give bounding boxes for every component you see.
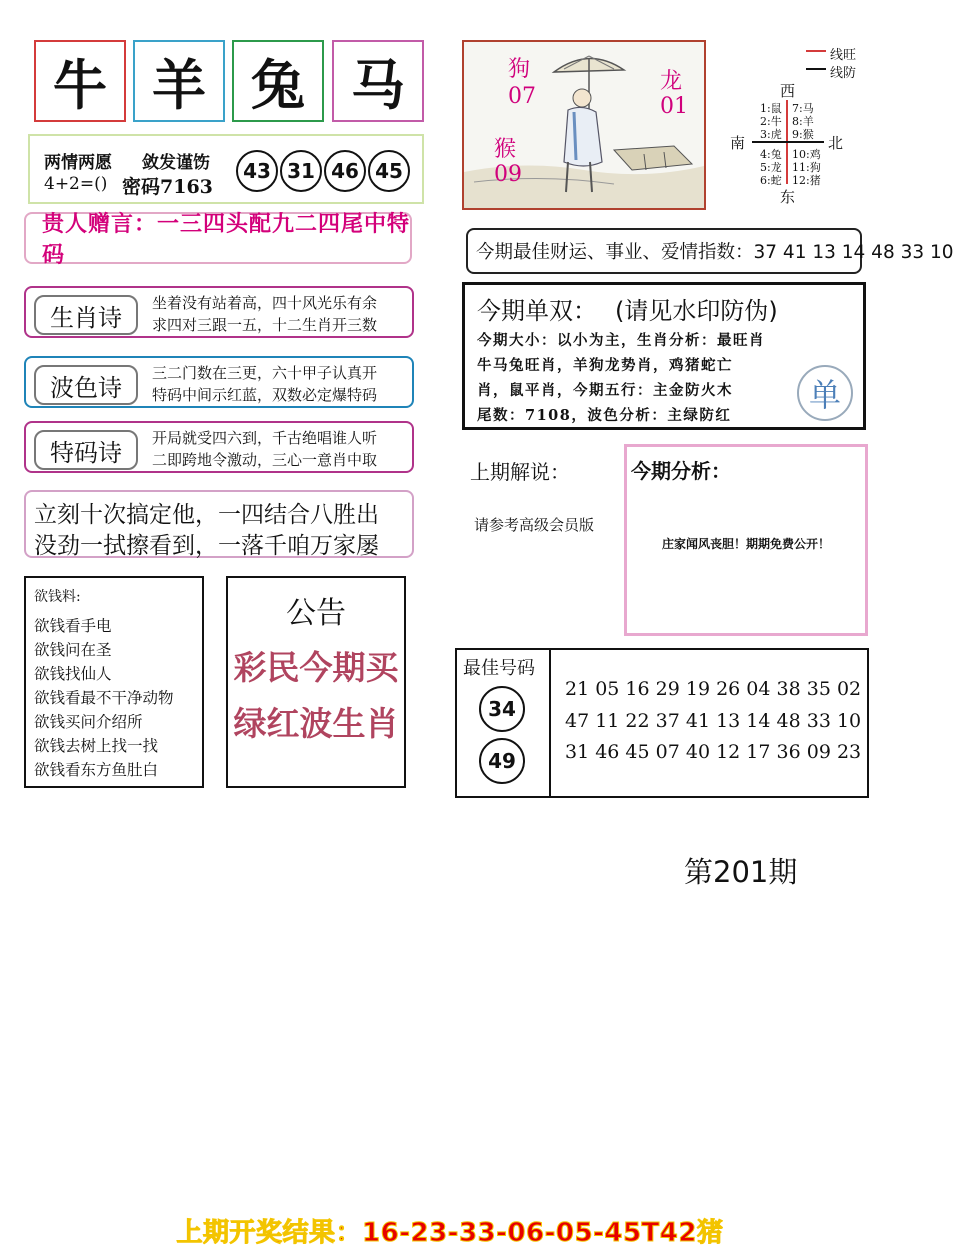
money-line: 欲钱买问介绍所 (34, 713, 143, 731)
notice-line: 绿红波生肖 (233, 704, 399, 743)
zodiac-box-3: 兔 (232, 40, 324, 122)
single-line: 今期大小：以小为主，生肖分析：最旺肖 (477, 332, 765, 349)
compass-item: 11:狗 (792, 161, 821, 174)
label-monkey: 猴 (494, 137, 517, 162)
zodiac-box-2: 羊 (133, 40, 225, 122)
best-numbers-side (457, 650, 551, 796)
info-phrase-1: 两情两愿 (44, 153, 112, 173)
zodiac-box-4: 马 (332, 40, 424, 122)
compass-item: 1:鼠 (760, 102, 782, 115)
single-line: 肖，鼠平肖，今期五行：主金防火木 (477, 382, 733, 399)
best-number-circle: 34 (479, 686, 525, 732)
info-number-circle: 43 (236, 150, 278, 192)
poem-line: 特码中间示红蓝，双数必定爆特码 (152, 386, 378, 404)
notice-box (226, 576, 406, 788)
single-title: 今期单双： (477, 297, 597, 325)
money-line: 欲钱找仙人 (34, 665, 112, 683)
label-dragon: 龙 (660, 69, 683, 94)
last-result: 上期开奖结果：16-23-33-06-05-45T42猪 (176, 1218, 724, 1248)
money-line: 欲钱问在圣 (34, 641, 112, 659)
single-line: 尾数：7108，波色分析：主绿防红 (477, 407, 732, 424)
info-box (28, 134, 424, 204)
compass-east: 东 (780, 188, 796, 206)
best-numbers-row: 47 11 22 37 41 13 14 48 33 10 (565, 710, 862, 732)
compass-item: 2:牛 (760, 115, 782, 128)
compass-south: 南 (730, 134, 746, 152)
label-dog-number: 07 (508, 84, 536, 109)
analysis-title: 今期分析： (631, 459, 731, 483)
money-line: 欲钱看最不干净动物 (34, 689, 174, 707)
single-line: 牛马兔旺肖，羊狗龙势肖，鸡猪蛇亡 (477, 357, 733, 374)
single-stamp: 单 (797, 365, 853, 421)
zodiac-box-1: 牛 (34, 40, 126, 122)
verse-line: 没劲一拭擦看到，一落千咱万家屡 (34, 533, 379, 559)
label-dog: 狗 (508, 57, 531, 82)
compass-item: 4:兔 (760, 148, 782, 161)
compass-item: 10:鸡 (792, 148, 821, 161)
poem-tag: 波色诗 (34, 365, 138, 405)
compass-item: 12:猪 (792, 174, 821, 187)
poem-line: 二即跨地令激动，三心一意肖中取 (152, 451, 378, 469)
info-number-circle: 45 (368, 150, 410, 192)
compass-west: 西 (780, 82, 796, 100)
best-numbers-title: 最佳号码 (463, 658, 535, 679)
legend-red-line (806, 50, 826, 52)
poem-line: 开局就受四六到，千古绝唱谁人听 (152, 429, 378, 447)
legend-label: 线旺 (830, 48, 857, 63)
compass-item: 3:虎 (760, 128, 782, 141)
verse-box (24, 490, 414, 558)
poem-line: 三二门数在三更，六十甲子认真开 (152, 364, 378, 382)
compass-item: 5:龙 (760, 161, 782, 174)
best-numbers-row: 21 05 16 29 19 26 04 38 35 02 (565, 678, 862, 700)
compass-north: 北 (828, 134, 844, 152)
info-number-circle: 31 (280, 150, 322, 192)
money-box (24, 576, 204, 788)
poem-tag: 生肖诗 (34, 295, 138, 335)
notice-line: 彩民今期买 (233, 648, 399, 687)
poem-wave (24, 356, 414, 408)
best-number-circle: 49 (479, 738, 525, 784)
issue-number: 第201期 (684, 855, 798, 889)
illustration-box (462, 40, 706, 210)
verse-line: 立刻十次搞定他，一四结合八胜出 (34, 502, 379, 528)
info-phrase-2: 敛发谨饬 (142, 153, 210, 173)
watermark-note: (请见水印防伪) (615, 297, 778, 325)
gift-banner: 贵人赠言：一三四头配九二四尾中特码 (24, 212, 412, 264)
compass-item: 8:羊 (792, 115, 814, 128)
lucky-index: 今期最佳财运、事业、爱情指数：37 41 13 14 48 33 10 (466, 228, 862, 274)
poem-zodiac (24, 286, 414, 338)
legend-label: 线防 (830, 66, 857, 81)
poem-line: 求四对三跟一五，十二生肖开三数 (152, 316, 378, 334)
info-password: 密码7163 (122, 176, 213, 198)
poem-tag: 特码诗 (34, 430, 138, 470)
info-number-circle: 46 (324, 150, 366, 192)
notice-title: 公告 (286, 596, 346, 631)
money-line: 欲钱看东方鱼肚白 (34, 761, 159, 779)
analysis-box (624, 444, 868, 636)
compass-item: 7:马 (792, 102, 814, 115)
last-explain-label: 上期解说： (470, 460, 570, 484)
info-formula: 4+2=() (44, 174, 108, 194)
label-monkey-number: 09 (494, 162, 522, 187)
money-title: 欲钱料: (34, 589, 81, 605)
poem-special (24, 421, 414, 473)
label-dragon-number: 01 (660, 94, 688, 119)
best-numbers-box (455, 648, 869, 798)
compass-item: 6:蛇 (760, 174, 782, 187)
poem-line: 坐着没有站着高，四十风光乐有余 (152, 294, 378, 312)
compass-item: 9:猴 (792, 128, 814, 141)
best-numbers-row: 31 46 45 07 40 12 17 36 09 23 (565, 741, 862, 763)
compass-diagram (720, 40, 890, 210)
refer-note: 请参考高级会员版 (474, 516, 595, 534)
analysis-text: 庄家闻风丧胆！期期免费公开！ (661, 537, 830, 551)
money-line: 欲钱去树上找一找 (34, 737, 159, 755)
legend-black-line (806, 68, 826, 70)
money-line: 欲钱看手电 (34, 617, 112, 635)
single-double-box (462, 282, 866, 430)
